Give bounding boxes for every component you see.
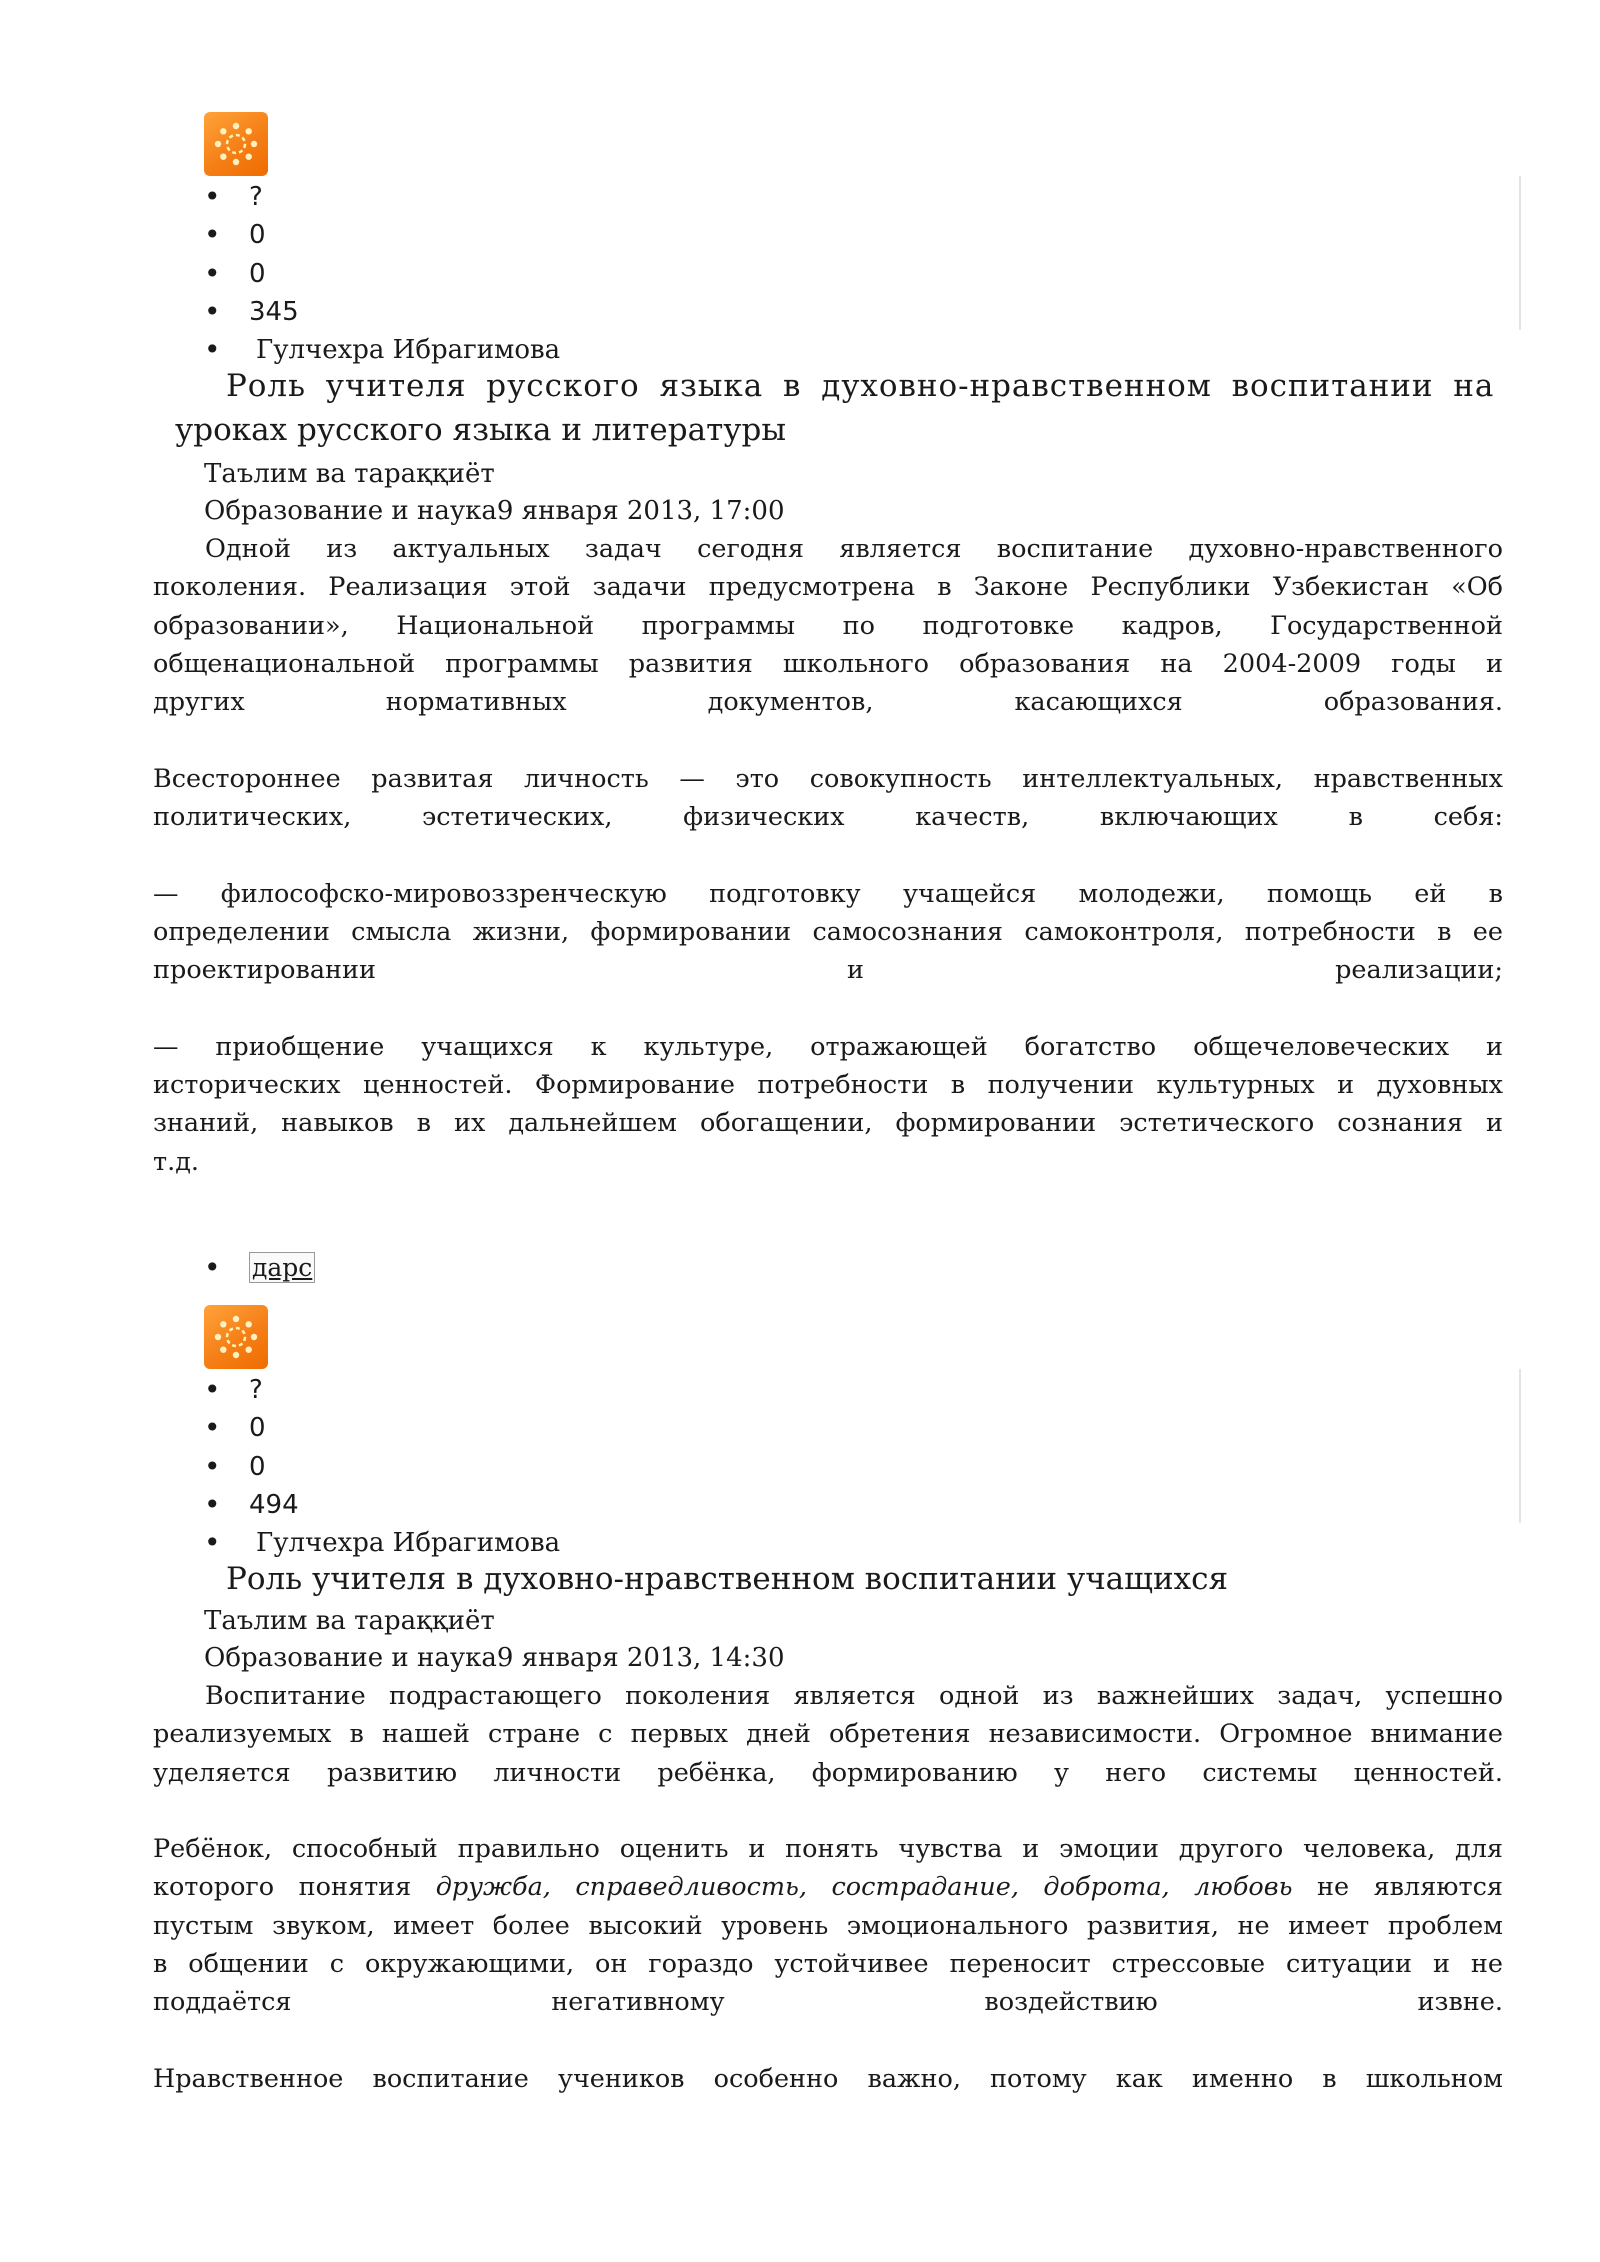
paragraph-line: политических, эстетических, физических качеств, включающих в себя: xyxy=(153,802,1503,833)
paragraph-line: исторических ценностей. Формирование потребности в получении культурных и духовных xyxy=(153,1070,1503,1101)
paragraph-gap xyxy=(153,836,1503,874)
paragraph-line: — философско-мировоззренческую подготовку учащейся молодежи, помощь ей в xyxy=(153,878,1503,909)
meta-item: • 0 xyxy=(0,216,800,254)
paragraph-line: уделяется развитию личности ребёнка, формированию у него системы ценностей. xyxy=(153,1757,1503,1788)
paragraph-line: общенациональной программы развития школьного образования на 2004-2009 годы и xyxy=(153,648,1503,679)
meta-item: • 0 xyxy=(0,1448,800,1486)
sunburst-icon xyxy=(204,112,268,176)
dateline: Образование и наука9 января 2013, 17:00 xyxy=(204,496,785,526)
paragraph-line: Одной из актуальных задач сегодня является воспитание духовно-нравственного xyxy=(205,534,1503,564)
paragraph-line: Ребёнок, способный правильно оценить и понять чувства и эмоции другого человека, для xyxy=(153,1834,1503,1865)
paragraph-gap xyxy=(153,1792,1503,1830)
article-title[interactable]: Роль учителя русского языка в духовно-нравственном воспитании на xyxy=(226,368,1495,404)
category-label[interactable]: Таълим ва тараққиёт xyxy=(204,1606,495,1636)
article-title[interactable]: Роль учителя в духовно-нравственном воспитании учащихся xyxy=(226,1561,1229,1597)
view-count: • 345 xyxy=(0,293,800,331)
author-name[interactable]: • Гулчехра Ибрагимова xyxy=(0,331,800,369)
view-count: • 494 xyxy=(0,1486,800,1524)
tag-list xyxy=(0,1250,315,1286)
paragraph-line: Всестороннее развитая личность — это совокупность интеллектуальных, нравственных xyxy=(153,763,1503,794)
paragraph-gap xyxy=(153,990,1503,1028)
paragraph-line: знаний, навыков в их дальнейшем обогащении, формировании эстетического сознания и xyxy=(153,1108,1503,1139)
paragraph-line-mixed xyxy=(153,1868,1503,1906)
site-logo[interactable] xyxy=(204,1305,268,1369)
meta-item: • ? xyxy=(0,178,800,216)
meta-item: • ? xyxy=(0,1371,800,1409)
emphasis-text: дружба, справедливость, сострадание, доброта, любовь xyxy=(435,1872,1293,1903)
paragraph-line: поколения. Реализация этой задачи предусмотрена в Законе Республики Узбекистан «Об xyxy=(153,572,1503,603)
divider xyxy=(1519,176,1521,330)
paragraph-line: пустым звуком, имеет более высокий уровень эмоционального развития, не имеет проблем xyxy=(153,1910,1503,1941)
tag-item xyxy=(0,1250,315,1286)
divider xyxy=(1519,1369,1521,1523)
meta-item: • 0 xyxy=(0,1409,800,1447)
text-run: не являются xyxy=(1317,1872,1503,1903)
paragraph-gap xyxy=(153,721,1503,759)
paragraph-line: проектировании и реализации; xyxy=(153,955,1503,986)
article-body xyxy=(153,1677,1503,2098)
dateline: Образование и наука9 января 2013, 14:30 xyxy=(204,1643,785,1673)
paragraph-line: Нравственное воспитание учеников особенно важно, потому как именно в школьном xyxy=(153,2063,1503,2094)
post-meta-list xyxy=(0,178,800,369)
article-title-line2[interactable]: уроках русского языка и литературы xyxy=(175,412,786,448)
category-label[interactable]: Таълим ва тараққиёт xyxy=(204,459,495,489)
article-body xyxy=(153,530,1503,1181)
text-run: которого понятия xyxy=(153,1872,412,1903)
paragraph-line: реализуемых в нашей стране с первых дней обретения независимости. Огромное внимание xyxy=(153,1719,1503,1750)
paragraph-line: в общении с окружающими, он гораздо устойчивее переносит стрессовые ситуации и не xyxy=(153,1949,1503,1980)
post-meta-list xyxy=(0,1371,800,1562)
paragraph-line: — приобщение учащихся к культуре, отражающей богатство общечеловеческих и xyxy=(153,1031,1503,1062)
paragraph-line: других нормативных документов, касающихся образования. xyxy=(153,687,1503,718)
meta-item: • 0 xyxy=(0,255,800,293)
paragraph-line: Воспитание подрастающего поколения является одной из важнейших задач, успешно xyxy=(205,1681,1503,1711)
paragraph-gap xyxy=(153,2022,1503,2060)
paragraph-line: т.д. xyxy=(153,1146,200,1177)
site-logo[interactable] xyxy=(204,112,268,176)
tag-link[interactable]: дарс xyxy=(249,1252,315,1283)
paragraph-line: определении смысла жизни, формировании самосознания самоконтроля, потребности в ее xyxy=(153,916,1503,947)
author-name[interactable]: • Гулчехра Ибрагимова xyxy=(0,1524,800,1562)
paragraph-line: образовании», Национальной программы по подготовке кадров, Государственной xyxy=(153,610,1503,641)
paragraph-line: поддаётся негативному воздействию извне. xyxy=(153,1987,1503,2018)
sunburst-icon xyxy=(204,1305,268,1369)
